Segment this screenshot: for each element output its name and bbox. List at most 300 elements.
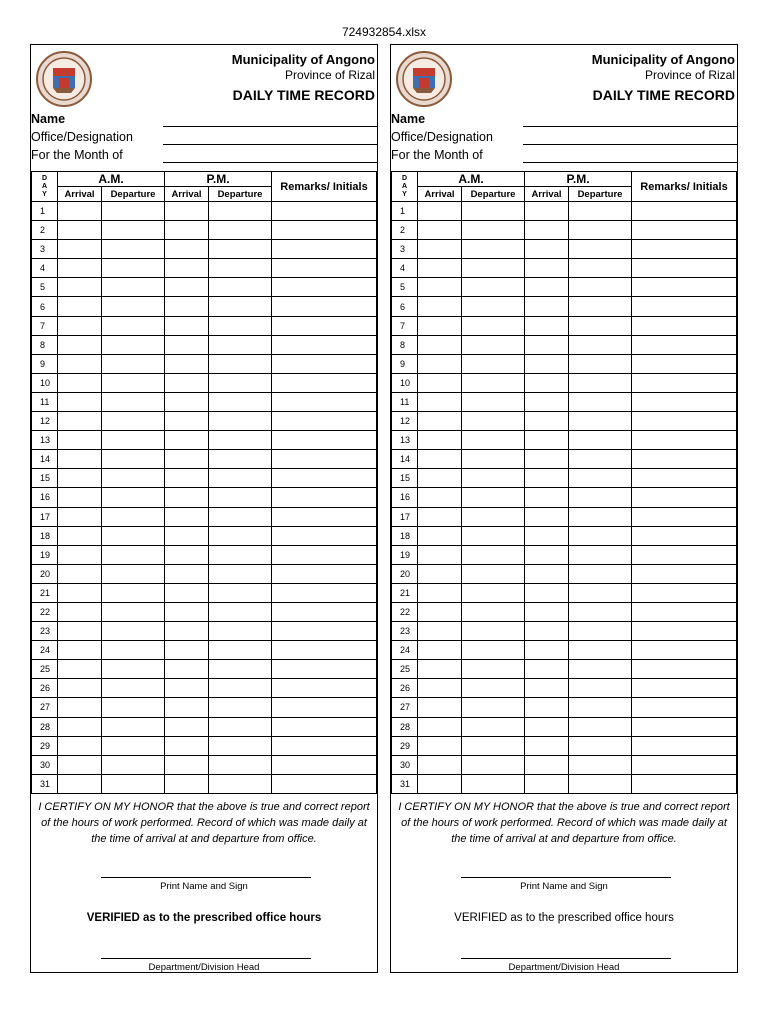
am-departure-cell[interactable] <box>102 335 165 354</box>
pm-departure-cell[interactable] <box>209 354 272 373</box>
pm-departure-cell[interactable] <box>209 316 272 335</box>
am-arrival-cell[interactable] <box>58 392 102 411</box>
pm-departure-cell[interactable] <box>569 755 632 774</box>
remarks-cell[interactable] <box>272 641 377 660</box>
pm-departure-cell[interactable] <box>569 774 632 793</box>
pm-arrival-cell[interactable] <box>165 278 209 297</box>
am-departure-cell[interactable] <box>462 736 525 755</box>
pm-departure-cell[interactable] <box>569 545 632 564</box>
pm-departure-cell[interactable] <box>209 698 272 717</box>
remarks-cell[interactable] <box>272 488 377 507</box>
remarks-cell[interactable] <box>272 774 377 793</box>
remarks-cell[interactable] <box>272 698 377 717</box>
pm-arrival-cell[interactable] <box>165 297 209 316</box>
remarks-cell[interactable] <box>632 354 737 373</box>
am-departure-cell[interactable] <box>462 545 525 564</box>
pm-departure-cell[interactable] <box>569 392 632 411</box>
am-arrival-cell[interactable] <box>58 335 102 354</box>
am-departure-cell[interactable] <box>102 450 165 469</box>
pm-departure-cell[interactable] <box>569 412 632 431</box>
am-departure-cell[interactable] <box>462 392 525 411</box>
am-departure-cell[interactable] <box>462 698 525 717</box>
am-departure-cell[interactable] <box>102 278 165 297</box>
am-arrival-cell[interactable] <box>58 698 102 717</box>
remarks-cell[interactable] <box>632 507 737 526</box>
am-departure-cell[interactable] <box>102 545 165 564</box>
am-arrival-cell[interactable] <box>418 602 462 621</box>
remarks-cell[interactable] <box>272 469 377 488</box>
remarks-cell[interactable] <box>632 392 737 411</box>
am-arrival-cell[interactable] <box>418 660 462 679</box>
remarks-cell[interactable] <box>632 736 737 755</box>
am-arrival-cell[interactable] <box>418 469 462 488</box>
am-arrival-cell[interactable] <box>58 297 102 316</box>
pm-arrival-cell[interactable] <box>165 450 209 469</box>
am-departure-cell[interactable] <box>102 469 165 488</box>
pm-arrival-cell[interactable] <box>525 774 569 793</box>
pm-arrival-cell[interactable] <box>165 488 209 507</box>
month-field[interactable] <box>523 162 737 163</box>
pm-departure-cell[interactable] <box>569 221 632 240</box>
remarks-cell[interactable] <box>272 392 377 411</box>
pm-arrival-cell[interactable] <box>165 507 209 526</box>
pm-arrival-cell[interactable] <box>525 316 569 335</box>
pm-arrival-cell[interactable] <box>165 698 209 717</box>
signature-line[interactable] <box>101 877 311 878</box>
remarks-cell[interactable] <box>272 602 377 621</box>
am-arrival-cell[interactable] <box>418 583 462 602</box>
remarks-cell[interactable] <box>632 450 737 469</box>
pm-arrival-cell[interactable] <box>525 278 569 297</box>
remarks-cell[interactable] <box>632 526 737 545</box>
pm-arrival-cell[interactable] <box>525 545 569 564</box>
am-departure-cell[interactable] <box>462 641 525 660</box>
pm-departure-cell[interactable] <box>209 469 272 488</box>
am-departure-cell[interactable] <box>102 717 165 736</box>
am-arrival-cell[interactable] <box>58 221 102 240</box>
signature-line[interactable] <box>461 877 671 878</box>
am-departure-cell[interactable] <box>102 698 165 717</box>
pm-arrival-cell[interactable] <box>525 526 569 545</box>
remarks-cell[interactable] <box>272 717 377 736</box>
pm-arrival-cell[interactable] <box>165 392 209 411</box>
remarks-cell[interactable] <box>632 679 737 698</box>
am-arrival-cell[interactable] <box>418 431 462 450</box>
am-departure-cell[interactable] <box>102 221 165 240</box>
pm-departure-cell[interactable] <box>209 373 272 392</box>
am-arrival-cell[interactable] <box>418 755 462 774</box>
am-arrival-cell[interactable] <box>418 507 462 526</box>
pm-arrival-cell[interactable] <box>165 431 209 450</box>
remarks-cell[interactable] <box>632 564 737 583</box>
am-arrival-cell[interactable] <box>58 622 102 641</box>
remarks-cell[interactable] <box>632 297 737 316</box>
pm-departure-cell[interactable] <box>569 354 632 373</box>
am-departure-cell[interactable] <box>102 660 165 679</box>
remarks-cell[interactable] <box>632 583 737 602</box>
am-departure-cell[interactable] <box>462 316 525 335</box>
am-departure-cell[interactable] <box>462 622 525 641</box>
remarks-cell[interactable] <box>272 259 377 278</box>
am-departure-cell[interactable] <box>462 259 525 278</box>
remarks-cell[interactable] <box>632 545 737 564</box>
pm-departure-cell[interactable] <box>209 450 272 469</box>
pm-departure-cell[interactable] <box>569 717 632 736</box>
pm-arrival-cell[interactable] <box>525 488 569 507</box>
am-departure-cell[interactable] <box>102 526 165 545</box>
remarks-cell[interactable] <box>272 240 377 259</box>
office-field[interactable] <box>523 144 737 145</box>
pm-departure-cell[interactable] <box>209 602 272 621</box>
am-departure-cell[interactable] <box>102 316 165 335</box>
pm-arrival-cell[interactable] <box>525 679 569 698</box>
remarks-cell[interactable] <box>272 354 377 373</box>
pm-departure-cell[interactable] <box>209 297 272 316</box>
am-arrival-cell[interactable] <box>58 774 102 793</box>
pm-departure-cell[interactable] <box>569 297 632 316</box>
pm-arrival-cell[interactable] <box>525 392 569 411</box>
pm-departure-cell[interactable] <box>569 202 632 221</box>
am-departure-cell[interactable] <box>462 240 525 259</box>
am-arrival-cell[interactable] <box>58 526 102 545</box>
remarks-cell[interactable] <box>632 221 737 240</box>
am-arrival-cell[interactable] <box>418 450 462 469</box>
pm-arrival-cell[interactable] <box>165 221 209 240</box>
pm-departure-cell[interactable] <box>209 278 272 297</box>
am-departure-cell[interactable] <box>462 583 525 602</box>
office-field[interactable] <box>163 144 377 145</box>
pm-departure-cell[interactable] <box>209 507 272 526</box>
am-departure-cell[interactable] <box>462 221 525 240</box>
pm-departure-cell[interactable] <box>569 526 632 545</box>
pm-departure-cell[interactable] <box>209 679 272 698</box>
pm-arrival-cell[interactable] <box>165 679 209 698</box>
pm-arrival-cell[interactable] <box>165 526 209 545</box>
am-departure-cell[interactable] <box>102 641 165 660</box>
am-departure-cell[interactable] <box>462 564 525 583</box>
pm-arrival-cell[interactable] <box>165 335 209 354</box>
pm-arrival-cell[interactable] <box>525 221 569 240</box>
am-arrival-cell[interactable] <box>58 679 102 698</box>
am-arrival-cell[interactable] <box>418 736 462 755</box>
am-arrival-cell[interactable] <box>58 488 102 507</box>
pm-arrival-cell[interactable] <box>165 774 209 793</box>
pm-arrival-cell[interactable] <box>525 755 569 774</box>
pm-arrival-cell[interactable] <box>525 297 569 316</box>
am-arrival-cell[interactable] <box>58 412 102 431</box>
remarks-cell[interactable] <box>632 698 737 717</box>
am-arrival-cell[interactable] <box>418 717 462 736</box>
am-arrival-cell[interactable] <box>418 259 462 278</box>
am-departure-cell[interactable] <box>462 354 525 373</box>
pm-arrival-cell[interactable] <box>525 507 569 526</box>
am-departure-cell[interactable] <box>462 450 525 469</box>
pm-departure-cell[interactable] <box>209 755 272 774</box>
remarks-cell[interactable] <box>272 660 377 679</box>
am-departure-cell[interactable] <box>462 526 525 545</box>
am-arrival-cell[interactable] <box>418 202 462 221</box>
pm-departure-cell[interactable] <box>209 488 272 507</box>
am-arrival-cell[interactable] <box>418 335 462 354</box>
pm-departure-cell[interactable] <box>569 660 632 679</box>
pm-departure-cell[interactable] <box>569 679 632 698</box>
am-arrival-cell[interactable] <box>58 717 102 736</box>
am-arrival-cell[interactable] <box>418 545 462 564</box>
am-arrival-cell[interactable] <box>418 679 462 698</box>
pm-departure-cell[interactable] <box>569 622 632 641</box>
am-arrival-cell[interactable] <box>58 564 102 583</box>
pm-arrival-cell[interactable] <box>165 259 209 278</box>
remarks-cell[interactable] <box>632 335 737 354</box>
pm-arrival-cell[interactable] <box>525 240 569 259</box>
pm-arrival-cell[interactable] <box>165 240 209 259</box>
pm-arrival-cell[interactable] <box>165 641 209 660</box>
am-departure-cell[interactable] <box>462 297 525 316</box>
remarks-cell[interactable] <box>632 259 737 278</box>
pm-arrival-cell[interactable] <box>165 202 209 221</box>
am-departure-cell[interactable] <box>102 583 165 602</box>
pm-departure-cell[interactable] <box>569 431 632 450</box>
pm-departure-cell[interactable] <box>209 622 272 641</box>
am-arrival-cell[interactable] <box>58 469 102 488</box>
remarks-cell[interactable] <box>272 755 377 774</box>
am-arrival-cell[interactable] <box>58 316 102 335</box>
remarks-cell[interactable] <box>632 641 737 660</box>
remarks-cell[interactable] <box>632 202 737 221</box>
pm-departure-cell[interactable] <box>209 392 272 411</box>
pm-departure-cell[interactable] <box>209 774 272 793</box>
am-departure-cell[interactable] <box>462 774 525 793</box>
am-departure-cell[interactable] <box>462 755 525 774</box>
remarks-cell[interactable] <box>272 583 377 602</box>
pm-arrival-cell[interactable] <box>525 259 569 278</box>
pm-arrival-cell[interactable] <box>525 736 569 755</box>
pm-arrival-cell[interactable] <box>525 335 569 354</box>
remarks-cell[interactable] <box>272 450 377 469</box>
am-departure-cell[interactable] <box>462 278 525 297</box>
remarks-cell[interactable] <box>272 278 377 297</box>
remarks-cell[interactable] <box>632 412 737 431</box>
remarks-cell[interactable] <box>272 373 377 392</box>
am-arrival-cell[interactable] <box>418 278 462 297</box>
pm-arrival-cell[interactable] <box>165 622 209 641</box>
am-arrival-cell[interactable] <box>58 583 102 602</box>
pm-arrival-cell[interactable] <box>525 583 569 602</box>
am-arrival-cell[interactable] <box>58 450 102 469</box>
am-departure-cell[interactable] <box>102 431 165 450</box>
pm-arrival-cell[interactable] <box>525 622 569 641</box>
pm-arrival-cell[interactable] <box>525 717 569 736</box>
am-arrival-cell[interactable] <box>418 297 462 316</box>
am-departure-cell[interactable] <box>102 202 165 221</box>
pm-departure-cell[interactable] <box>569 564 632 583</box>
am-departure-cell[interactable] <box>462 431 525 450</box>
am-departure-cell[interactable] <box>102 679 165 698</box>
am-departure-cell[interactable] <box>102 354 165 373</box>
am-departure-cell[interactable] <box>102 507 165 526</box>
am-departure-cell[interactable] <box>462 412 525 431</box>
name-field[interactable] <box>163 126 377 127</box>
remarks-cell[interactable] <box>272 297 377 316</box>
pm-departure-cell[interactable] <box>569 278 632 297</box>
pm-arrival-cell[interactable] <box>525 698 569 717</box>
remarks-cell[interactable] <box>272 335 377 354</box>
remarks-cell[interactable] <box>632 488 737 507</box>
pm-departure-cell[interactable] <box>209 736 272 755</box>
pm-arrival-cell[interactable] <box>525 469 569 488</box>
remarks-cell[interactable] <box>632 622 737 641</box>
am-departure-cell[interactable] <box>462 679 525 698</box>
remarks-cell[interactable] <box>632 660 737 679</box>
am-arrival-cell[interactable] <box>418 316 462 335</box>
am-arrival-cell[interactable] <box>418 240 462 259</box>
pm-arrival-cell[interactable] <box>525 373 569 392</box>
remarks-cell[interactable] <box>632 717 737 736</box>
pm-departure-cell[interactable] <box>209 526 272 545</box>
am-arrival-cell[interactable] <box>58 373 102 392</box>
am-departure-cell[interactable] <box>462 602 525 621</box>
pm-departure-cell[interactable] <box>209 221 272 240</box>
pm-departure-cell[interactable] <box>209 431 272 450</box>
name-field[interactable] <box>523 126 737 127</box>
am-departure-cell[interactable] <box>102 564 165 583</box>
am-departure-cell[interactable] <box>462 373 525 392</box>
am-departure-cell[interactable] <box>102 259 165 278</box>
pm-departure-cell[interactable] <box>209 660 272 679</box>
remarks-cell[interactable] <box>272 412 377 431</box>
am-arrival-cell[interactable] <box>418 622 462 641</box>
am-arrival-cell[interactable] <box>58 641 102 660</box>
pm-departure-cell[interactable] <box>209 240 272 259</box>
remarks-cell[interactable] <box>272 736 377 755</box>
am-departure-cell[interactable] <box>462 488 525 507</box>
am-departure-cell[interactable] <box>462 202 525 221</box>
am-arrival-cell[interactable] <box>418 698 462 717</box>
am-departure-cell[interactable] <box>102 755 165 774</box>
pm-arrival-cell[interactable] <box>165 717 209 736</box>
remarks-cell[interactable] <box>272 622 377 641</box>
pm-arrival-cell[interactable] <box>525 602 569 621</box>
head-signature-line[interactable] <box>101 958 311 959</box>
remarks-cell[interactable] <box>632 431 737 450</box>
pm-arrival-cell[interactable] <box>165 354 209 373</box>
pm-arrival-cell[interactable] <box>165 736 209 755</box>
am-arrival-cell[interactable] <box>418 412 462 431</box>
pm-departure-cell[interactable] <box>569 450 632 469</box>
am-arrival-cell[interactable] <box>58 278 102 297</box>
pm-departure-cell[interactable] <box>569 240 632 259</box>
pm-departure-cell[interactable] <box>569 698 632 717</box>
pm-arrival-cell[interactable] <box>165 373 209 392</box>
am-departure-cell[interactable] <box>462 660 525 679</box>
pm-arrival-cell[interactable] <box>165 316 209 335</box>
remarks-cell[interactable] <box>272 545 377 564</box>
pm-departure-cell[interactable] <box>569 507 632 526</box>
pm-arrival-cell[interactable] <box>525 354 569 373</box>
pm-arrival-cell[interactable] <box>165 583 209 602</box>
pm-departure-cell[interactable] <box>209 545 272 564</box>
pm-arrival-cell[interactable] <box>525 641 569 660</box>
am-departure-cell[interactable] <box>102 240 165 259</box>
pm-arrival-cell[interactable] <box>165 412 209 431</box>
pm-arrival-cell[interactable] <box>525 564 569 583</box>
remarks-cell[interactable] <box>272 431 377 450</box>
am-arrival-cell[interactable] <box>418 641 462 660</box>
remarks-cell[interactable] <box>632 469 737 488</box>
pm-departure-cell[interactable] <box>209 564 272 583</box>
am-arrival-cell[interactable] <box>58 431 102 450</box>
am-arrival-cell[interactable] <box>418 392 462 411</box>
am-arrival-cell[interactable] <box>418 526 462 545</box>
pm-arrival-cell[interactable] <box>165 755 209 774</box>
am-departure-cell[interactable] <box>462 469 525 488</box>
remarks-cell[interactable] <box>272 221 377 240</box>
am-departure-cell[interactable] <box>462 507 525 526</box>
pm-departure-cell[interactable] <box>569 469 632 488</box>
am-arrival-cell[interactable] <box>418 774 462 793</box>
remarks-cell[interactable] <box>632 373 737 392</box>
pm-arrival-cell[interactable] <box>525 202 569 221</box>
remarks-cell[interactable] <box>272 202 377 221</box>
am-departure-cell[interactable] <box>102 488 165 507</box>
am-departure-cell[interactable] <box>462 717 525 736</box>
pm-arrival-cell[interactable] <box>165 469 209 488</box>
pm-departure-cell[interactable] <box>209 717 272 736</box>
am-arrival-cell[interactable] <box>58 660 102 679</box>
pm-departure-cell[interactable] <box>209 202 272 221</box>
pm-departure-cell[interactable] <box>569 335 632 354</box>
pm-arrival-cell[interactable] <box>165 602 209 621</box>
am-departure-cell[interactable] <box>102 392 165 411</box>
am-arrival-cell[interactable] <box>58 545 102 564</box>
month-field[interactable] <box>163 162 377 163</box>
remarks-cell[interactable] <box>272 316 377 335</box>
am-departure-cell[interactable] <box>102 774 165 793</box>
am-departure-cell[interactable] <box>102 373 165 392</box>
remarks-cell[interactable] <box>632 774 737 793</box>
am-departure-cell[interactable] <box>102 602 165 621</box>
am-arrival-cell[interactable] <box>418 354 462 373</box>
am-arrival-cell[interactable] <box>418 373 462 392</box>
pm-departure-cell[interactable] <box>569 736 632 755</box>
am-departure-cell[interactable] <box>102 412 165 431</box>
remarks-cell[interactable] <box>272 507 377 526</box>
am-departure-cell[interactable] <box>102 622 165 641</box>
remarks-cell[interactable] <box>632 278 737 297</box>
am-departure-cell[interactable] <box>102 736 165 755</box>
pm-departure-cell[interactable] <box>209 583 272 602</box>
am-arrival-cell[interactable] <box>418 564 462 583</box>
remarks-cell[interactable] <box>272 564 377 583</box>
pm-arrival-cell[interactable] <box>525 660 569 679</box>
am-arrival-cell[interactable] <box>58 202 102 221</box>
remarks-cell[interactable] <box>632 240 737 259</box>
pm-departure-cell[interactable] <box>569 259 632 278</box>
am-arrival-cell[interactable] <box>418 488 462 507</box>
remarks-cell[interactable] <box>632 316 737 335</box>
remarks-cell[interactable] <box>632 602 737 621</box>
pm-departure-cell[interactable] <box>209 335 272 354</box>
am-arrival-cell[interactable] <box>58 354 102 373</box>
pm-arrival-cell[interactable] <box>525 412 569 431</box>
pm-arrival-cell[interactable] <box>165 660 209 679</box>
am-arrival-cell[interactable] <box>58 736 102 755</box>
am-arrival-cell[interactable] <box>58 507 102 526</box>
am-arrival-cell[interactable] <box>58 602 102 621</box>
pm-arrival-cell[interactable] <box>165 545 209 564</box>
am-arrival-cell[interactable] <box>58 755 102 774</box>
am-departure-cell[interactable] <box>462 335 525 354</box>
